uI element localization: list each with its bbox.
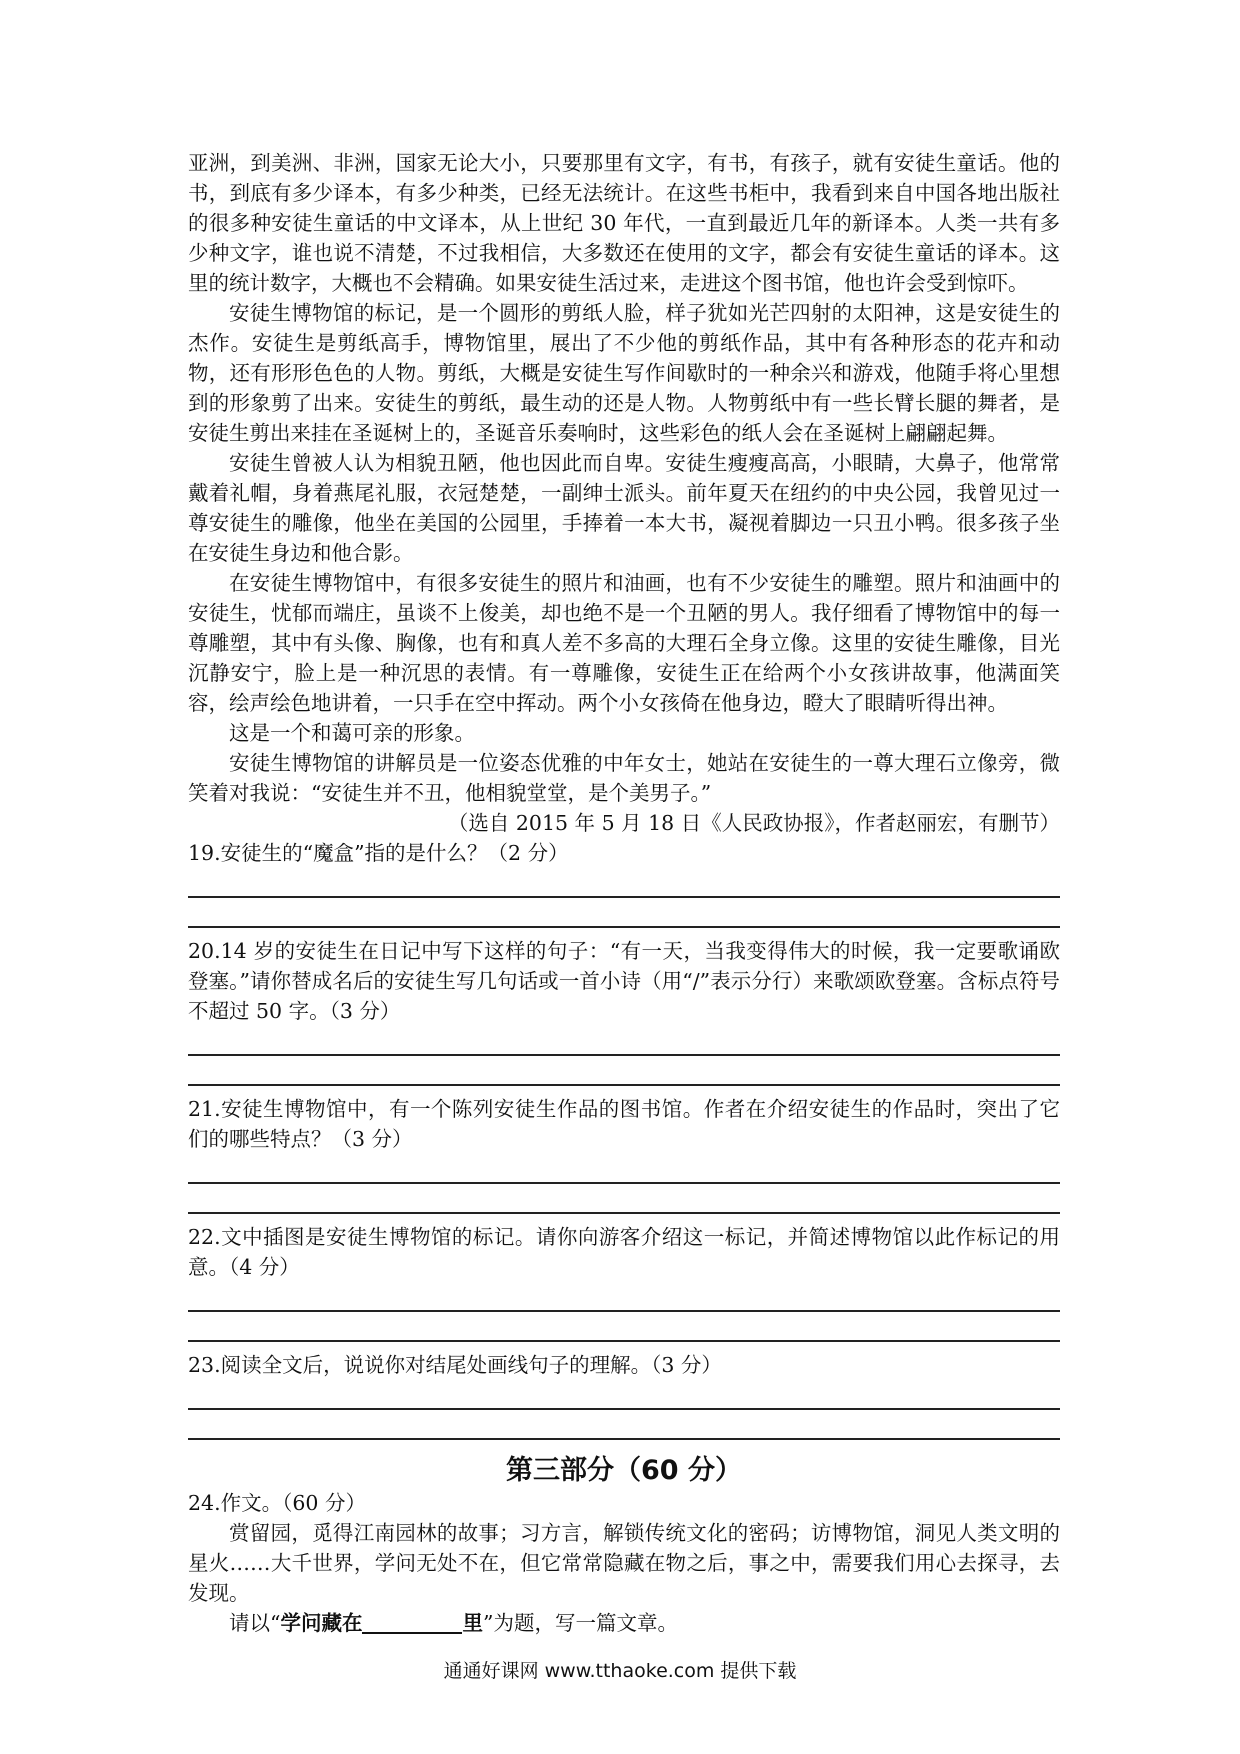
answer-line[interactable] (188, 1410, 1060, 1440)
essay-title-blank[interactable] (362, 1610, 462, 1634)
answer-line[interactable] (188, 1312, 1060, 1342)
question-21: 21.安徒生博物馆中，有一个陈列安徒生作品的图书馆。作者在介绍安徒生的作品时，突出了它们的哪些特点？（3 分） (188, 1097, 1060, 1151)
essay-prompt: 赏留园，觅得江南园林的故事；习方言，解锁传统文化的密码；访博物馆，洞见人类文明的星火……大千世界，学问无处不在，但它常常隐藏在物之后，事之中，需要我们用心去探寻，去发现。 (188, 1521, 1060, 1605)
part-three-title: 第三部分（60 分） (506, 1455, 742, 1486)
page-footer: 通通好课网 www.tthaoke.com 提供下载 (443, 1660, 797, 1682)
answer-line[interactable] (188, 1380, 1060, 1410)
answer-line[interactable] (188, 1154, 1060, 1184)
answer-line[interactable] (188, 868, 1060, 898)
question-20: 20.14 岁的安徒生在日记中写下这样的句子：“有一天，当我变得伟大的时候，我一定要歌诵欧登塞。”请你替成名后的安徒生写几句话或一首小诗（用“/”表示分行）来歌颂欧登塞。含标点符号不超过 50 字。（3 分） (188, 939, 1060, 1023)
passage-source: （选自 2015 年 5 月 18 日《人民政协报》，作者赵丽宏，有删节） (447, 811, 1060, 835)
passage-paragraph-5: 这是一个和蔼可亲的形象。 (229, 721, 475, 745)
question-24: 24.作文。（60 分） (188, 1491, 366, 1515)
answer-line[interactable] (188, 1026, 1060, 1056)
passage-paragraph-2: 安徒生博物馆的标记，是一个圆形的剪纸人脸，样子犹如光芒四射的太阳神，这是安徒生的杰作。安徒生是剪纸高手，博物馆里，展出了不少他的剪纸作品，其中有各种形态的花卉和动物，还有形形色色的人物。剪纸，大概是安徒生写作间歇时的一种余兴和游戏，他随手将心里想到的形象剪了出来。安徒生的剪纸，最生动的还是人物。人物剪纸中有一些长臂长腿的舞者，是安徒生剪出来挂在圣诞树上的，圣诞音乐奏响时，这些彩色的纸人会在圣诞树上翩翩起舞。 (188, 301, 1060, 445)
passage-paragraph-3: 安徒生曾被人认为相貌丑陋，他也因此而自卑。安徒生瘦瘦高高，小眼睛，大鼻子，他常常戴着礼帽，身着燕尾礼服，衣冠楚楚，一副绅士派头。前年夏天在纽约的中央公园，我曾见过一尊安徒生的雕像，他坐在美国的公园里，手捧着一本大书，凝视着脚边一只丑小鸭。很多孩子坐在安徒生身边和他合影。 (188, 451, 1060, 565)
question-22: 22.文中插图是安徒生博物馆的标记。请你向游客介绍这一标记，并简述博物馆以此作标记的用意。（4 分） (188, 1225, 1060, 1279)
passage-paragraph-4: 在安徒生博物馆中，有很多安徒生的照片和油画，也有不少安徒生的雕塑。照片和油画中的安徒生，忧郁而端庄，虽谈不上俊美，却也绝不是一个丑陋的男人。我仔细看了博物馆中的每一尊雕塑，其中有头像、胸像，也有和真人差不多高的大理石全身立像。这里的安徒生雕像，目光沉静安宁，脸上是一种沉思的表情。有一尊雕像，安徒生正在给两个小女孩讲故事，他满面笑容，绘声绘色地讲着，一只手在空中挥动。两个小女孩倚在他身边，瞪大了眼睛听得出神。 (188, 571, 1060, 715)
essay-title-part1: 学问藏在 (280, 1611, 363, 1635)
page-content (188, 148, 1060, 1638)
question-19: 19.安徒生的“魔盒”指的是什么？（2 分） (188, 841, 569, 865)
passage-paragraph-6: 安徒生博物馆的讲解员是一位姿态优雅的中年女士，她站在安徒生的一尊大理石立像旁，微笑着对我说：“安徒生并不丑，他相貌堂堂，是个美男子。” (188, 751, 1060, 805)
instruction-prefix: 请以“ (229, 1611, 281, 1635)
answer-line[interactable] (188, 1282, 1060, 1312)
passage-paragraph-1: 亚洲，到美洲、非洲，国家无论大小，只要那里有文字，有书，有孩子，就有安徒生童话。他的书，到底有多少译本，有多少种类，已经无法统计。在这些书柜中，我看到来自中国各地出版社的很多种安徒生童话的中文译本，从上世纪 30 年代，一直到最近几年的新译本。人类一共有多少种文字，谁也说不清楚，不过我相信，大多数还在使用的文字，都会有安徒生童话的译本。这里的统计数字，大概也不会精确。如果安徒生活过来，走进这个图书馆，他也许会受到惊吓。 (188, 151, 1060, 295)
essay-instruction (188, 1608, 1060, 1638)
answer-line[interactable] (188, 1056, 1060, 1086)
answer-line[interactable] (188, 1184, 1060, 1214)
essay-title-part2: 里 (462, 1611, 483, 1635)
instruction-suffix: ”为题，写一篇文章。 (482, 1611, 678, 1635)
answer-line[interactable] (188, 898, 1060, 928)
question-23: 23.阅读全文后，说说你对结尾处画线句子的理解。（3 分） (188, 1353, 722, 1377)
